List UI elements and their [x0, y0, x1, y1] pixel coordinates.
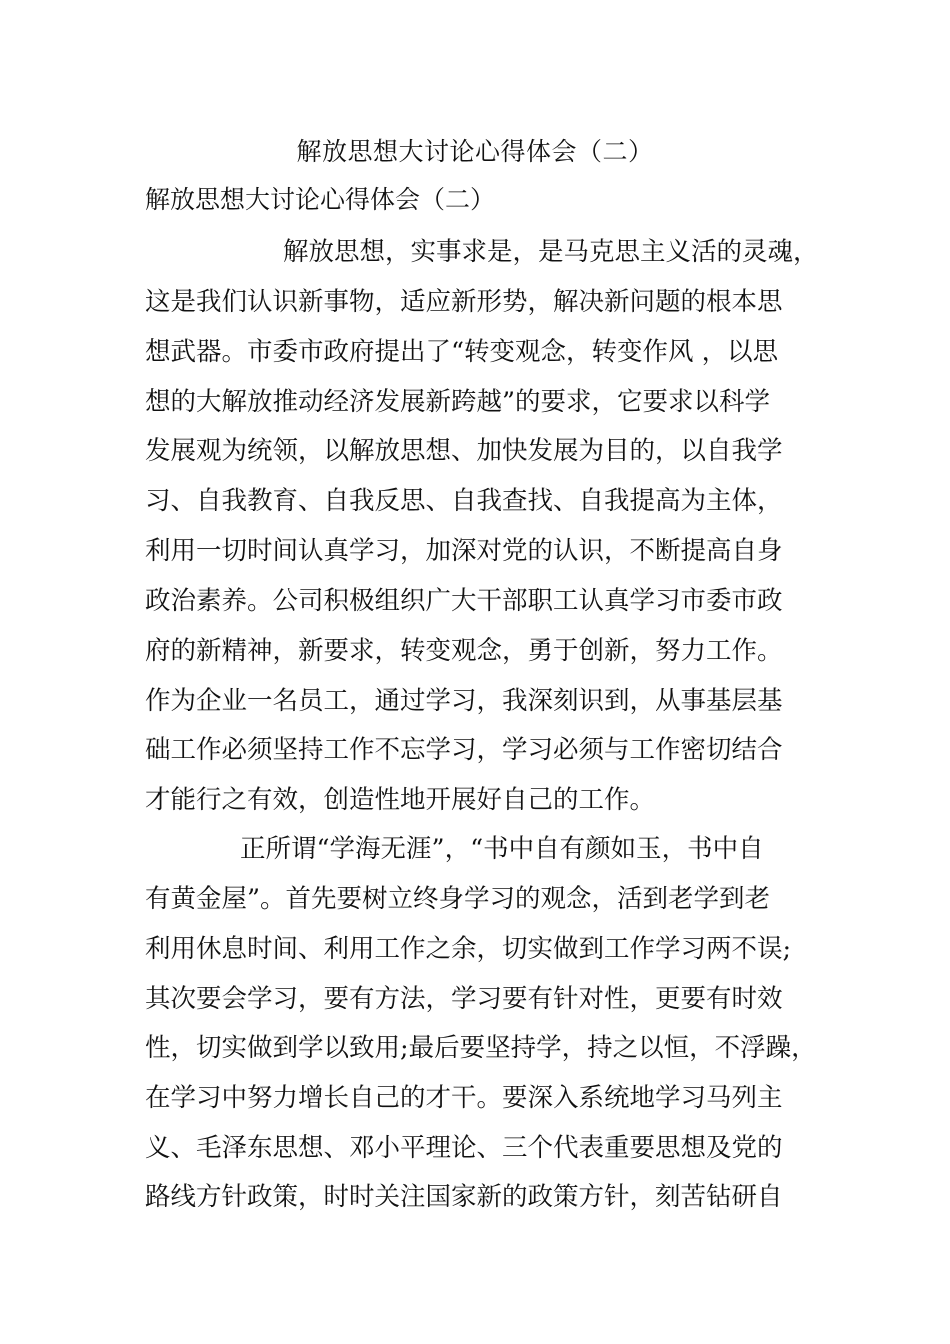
- text-line-19: 义、毛泽东思想、邓小平理论、三个代表重要思想及党的: [145, 1133, 783, 1163]
- text-line-17: 性，切实做到学以致用;最后要坚持学，持之以恒，不浮躁，: [145, 1033, 817, 1063]
- text-line-10: 作为企业一名员工，通过学习，我深刻识到，从事基层基: [145, 686, 783, 716]
- text-line-13: 正所谓“学海无涯”，“书中自有颜如玉，书中自: [240, 834, 764, 864]
- page-title: 解放思想大讨论心得体会（二）: [296, 137, 654, 166]
- text-line-2: 这是我们认识新事物，适应新形势，解决新问题的根本思: [145, 287, 783, 317]
- text-line-11: 础工作必须坚持工作不忘学习，学习必须与工作密切结合: [145, 735, 783, 765]
- text-line-9: 府的新精神，新要求，转变观念，勇于创新，努力工作。: [145, 636, 783, 666]
- text-line-7: 利用一切时间认真学习，加深对党的认识，不断提高自身: [145, 536, 783, 566]
- text-line-12: 才能行之有效，创造性地开展好自己的工作。: [145, 785, 656, 815]
- text-line-20: 路线方针政策，时时关注国家新的政策方针，刻苦钻研自: [145, 1182, 783, 1212]
- text-line-5: 发展观为统领，以解放思想、加快发展为目的，以自我学: [145, 436, 783, 466]
- text-line-16: 其次要会学习，要有方法，学习要有针对性，更要有时效: [145, 984, 783, 1014]
- text-line-1: 解放思想，实事求是，是马克思主义活的灵魂，: [283, 237, 819, 267]
- text-line-4: 想的大解放推动经济发展新跨越”的要求，它要求以科学: [145, 387, 771, 417]
- text-line-3: 想武器。市委市政府提出了“转变观念，转变作风 ，以思: [145, 337, 779, 367]
- text-line-8: 政治素养。公司积极组织广大干部职工认真学习市委市政: [145, 586, 783, 616]
- document-subtitle: 解放思想大讨论心得体会（二）: [145, 185, 496, 214]
- text-line-15: 利用休息时间、利用工作之余，切实做到工作学习两不误;: [145, 934, 792, 964]
- text-line-14: 有黄金屋”。首先要树立终身学习的观念，活到老学到老: [145, 884, 771, 914]
- text-line-6: 习、自我教育、自我反思、自我查找、自我提高为主体，: [145, 486, 783, 516]
- text-line-18: 在学习中努力增长自己的才干。要深入系统地学习马列主: [145, 1083, 783, 1113]
